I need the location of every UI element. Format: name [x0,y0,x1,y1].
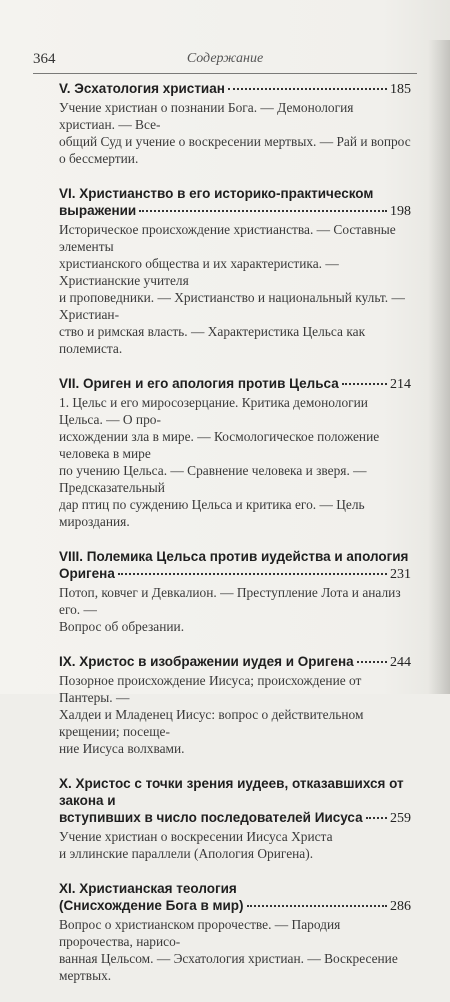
toc-description-line: Халдеи и Младенец Иисус: вопрос о действительном крещении; посеще- [59,707,364,739]
toc-description-line: ство и римская власть. — Характеристика Цельса как полемиста. [59,324,366,356]
toc-page-number: 259 [390,811,411,826]
toc-entry [59,375,411,530]
toc-heading [59,80,411,98]
toc-heading-line [59,565,411,583]
page-header [33,51,417,73]
toc-entry [59,653,411,757]
toc-description-line: Учение христиан о воскресении Иисуса Христа [59,829,333,844]
toc-heading-text: VII. Ориген и его апология против Цельса [59,376,339,391]
toc-description-line: Вопрос об обрезании. [59,619,185,634]
toc-heading [59,653,411,671]
toc-heading [59,375,411,393]
page-number: 364 [33,51,56,67]
table-of-contents [59,80,411,1002]
toc-page-number: 198 [390,204,411,219]
dot-leader [139,210,387,212]
dot-leader [247,905,387,907]
toc-description-line: Учение христиан о познании Бога. — Демонология христиан. — Все- [59,100,354,132]
dot-leader [357,661,387,663]
toc-heading-line [59,897,411,915]
toc-description [59,394,411,530]
toc-heading [59,880,411,915]
toc-page-number: 185 [390,82,411,97]
toc-page-number: 214 [390,377,411,392]
toc-heading [59,548,411,583]
toc-heading-text: VIII. Полемика Цельса против иудейства и апология [59,549,409,564]
toc-heading-text: вступивших в число последователей Иисуса [59,810,363,825]
toc-description-line: ванная Цельсом. — Эсхатология христиан. — Воскресение мертвых. [59,951,398,983]
toc-entry [59,80,411,167]
toc-heading-text: V. Эсхатология христиан [59,81,225,96]
toc-description-line: Историческое происхождение христианства. — Составные элементы [59,222,396,254]
dot-leader [118,573,387,575]
toc-heading-text: выражении [59,203,137,218]
header-rule [33,73,417,74]
toc-entry [59,185,411,357]
toc-description [59,672,411,757]
toc-description-line: Позорное происхождение Иисуса; происхождение от Пантеры. — [59,673,362,705]
running-title: Содержание [186,51,264,66]
toc-description-line: исхождении зла в мире. — Космологическое положение человека в мире [59,429,380,461]
toc-heading-line [59,375,411,393]
toc-description [59,584,411,635]
toc-description [59,828,411,862]
toc-heading-text: (Снисхождение Бога в мир) [59,898,244,913]
dot-leader [228,88,387,90]
toc-description-line: общий Суд и учение о воскресении мертвых. — Рай и вопрос о бессмертии. [59,134,411,166]
toc-description-line: Потоп, ковчег и Девкалион. — Преступление Лота и анализ его. — [59,585,401,617]
toc-description-line: ние Иисуса волхвами. [59,741,185,756]
toc-description [59,916,411,984]
toc-page-number: 286 [390,899,411,914]
toc-heading-text: IX. Христос в изображении иудея и Оригена [59,654,354,669]
toc-entry [59,775,411,862]
toc-heading-text: Оригена [59,566,115,581]
toc-description-line: дар птиц по суждению Цельса и критика его. — Цель мироздания. [59,497,365,529]
toc-heading [59,775,411,827]
toc-description-line: и эллинские параллели (Апология Оригена). [59,846,314,861]
page-edge-shadow [428,40,450,694]
toc-heading-text: X. Христос с точки зрения иудеев, отказавшихся от закона и [59,776,404,808]
toc-description [59,221,411,357]
toc-entry [59,548,411,635]
toc-description [59,99,411,167]
toc-heading-text: VI. Христианство в его историко-практическом [59,186,374,201]
dot-leader [366,817,387,819]
toc-heading-line [59,809,411,827]
toc-page-number: 231 [390,567,411,582]
toc-description-line: 1. Цельс и его миросозерцание. Критика демонологии Цельса. — О про- [59,395,368,427]
toc-description-line: Вопрос о христианском пророчестве. — Пародия пророчества, нарисо- [59,917,341,949]
toc-heading [59,185,411,220]
toc-heading-line [59,202,411,220]
toc-heading-text: XI. Христианская теология [59,881,237,896]
toc-heading-line [59,653,411,671]
toc-entry [59,880,411,984]
toc-description-line: и проповедники. — Христианство и национальный культ. — Христиан- [59,290,405,322]
dot-leader [342,383,387,385]
toc-description-line: по учению Цельса. — Сравнение человека и зверя. — Предсказательный [59,463,367,495]
toc-heading-line [59,80,411,98]
toc-page-number: 244 [390,655,411,670]
toc-description-line: христианского общества и их характеристика. — Христианские учителя [59,256,339,288]
